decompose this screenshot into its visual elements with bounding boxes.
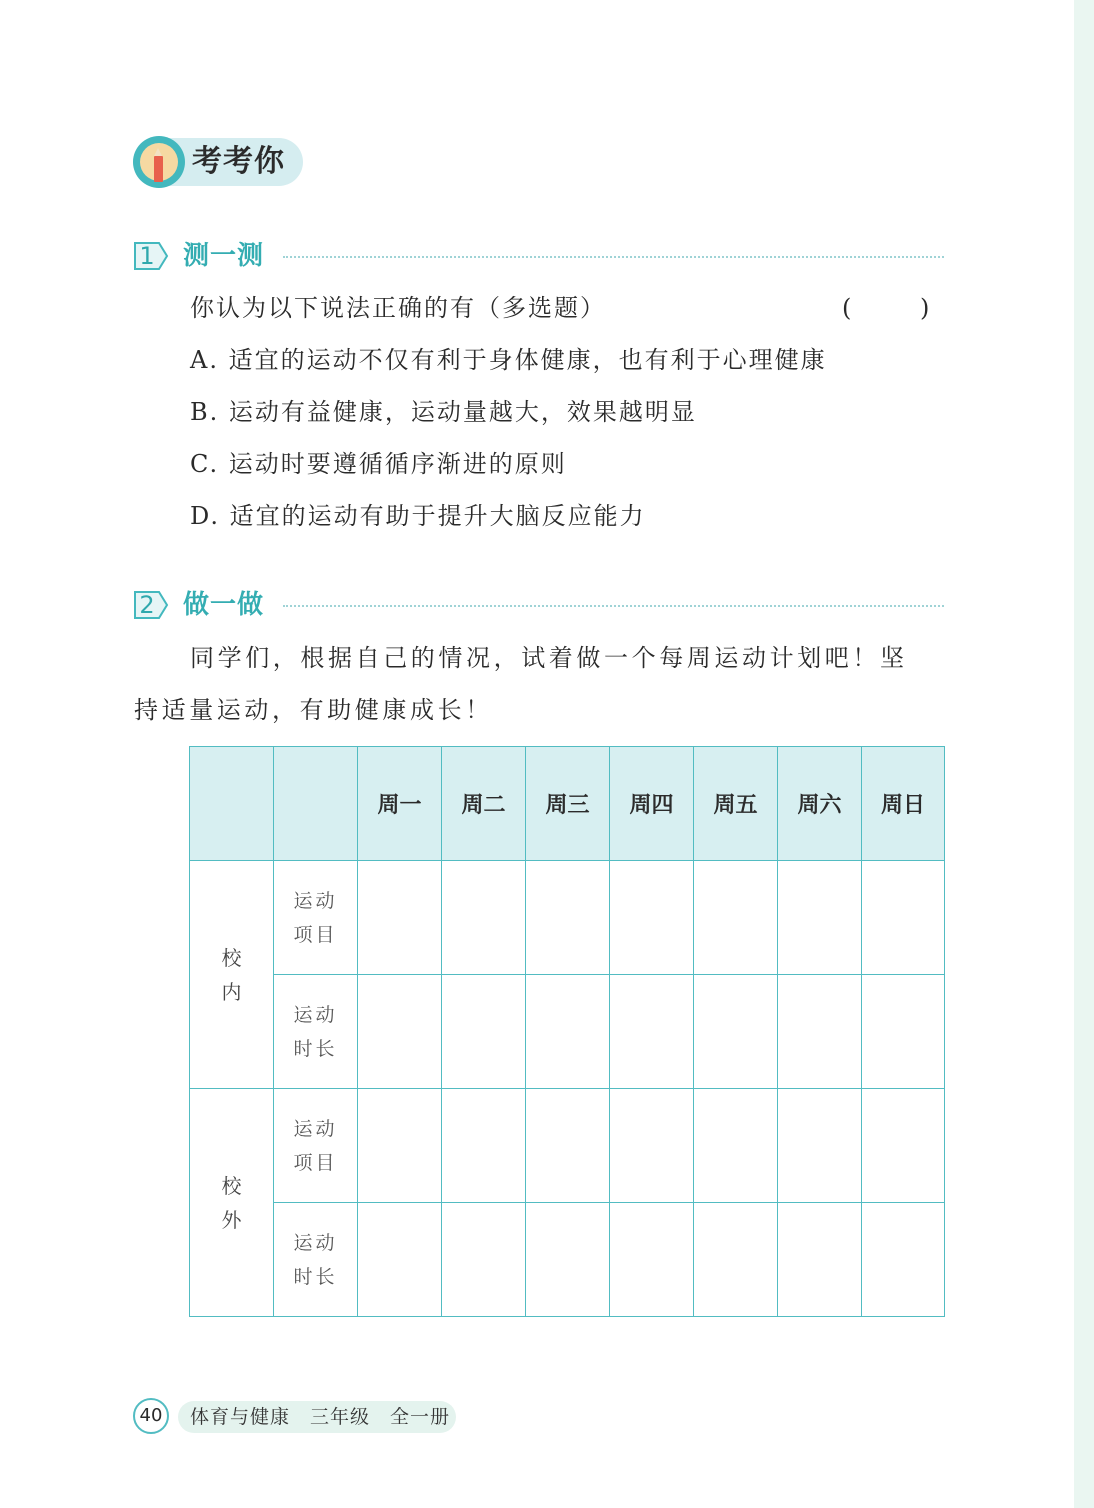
plan-cell[interactable] [778, 1203, 862, 1317]
plan-cell[interactable] [442, 1203, 526, 1317]
answer-paren-left: ( [842, 294, 852, 322]
book-title: 体育与健康 三年级 全一册 [190, 1406, 451, 1428]
section-2-number-badge [133, 590, 169, 620]
header-blank-cell [190, 747, 274, 861]
section-2-number: 2 [139, 591, 155, 619]
table-row [190, 861, 945, 975]
plan-cell[interactable] [778, 1089, 862, 1203]
intro-line-2: 持适量运动，有助健康成长！ [134, 696, 493, 724]
plan-cell[interactable] [610, 975, 694, 1089]
plan-cell[interactable] [526, 975, 610, 1089]
day-header-mon: 周一 [358, 747, 442, 861]
day-header-wed: 周三 [526, 747, 610, 861]
plan-cell[interactable] [442, 975, 526, 1089]
day-header-sun: 周日 [862, 747, 945, 861]
group-label-in-school: 校 内 [190, 861, 274, 1089]
plan-cell[interactable] [610, 861, 694, 975]
option-d: D. 适宜的运动有助于提升大脑反应能力 [190, 502, 646, 530]
pencil-badge-icon [133, 136, 185, 188]
plan-cell[interactable] [442, 861, 526, 975]
section-2-divider [283, 605, 944, 607]
plan-cell[interactable] [358, 1089, 442, 1203]
day-header-fri: 周五 [694, 747, 778, 861]
section-1-title: 测一测 [183, 241, 265, 271]
answer-paren-right: ) [920, 294, 930, 322]
quiz-question: 你认为以下说法正确的有（多选题） [190, 294, 606, 322]
group-label-out-school: 校 外 [190, 1089, 274, 1317]
section-1-number-badge [133, 241, 169, 271]
row-label-sport-duration: 运动 时长 [274, 1203, 358, 1317]
section-1-number: 1 [139, 242, 155, 270]
plan-cell[interactable] [694, 1203, 778, 1317]
page-number: 40 [133, 1398, 169, 1434]
option-b: B. 运动有益健康，运动量越大，效果越明显 [190, 398, 697, 426]
plan-cell[interactable] [862, 1089, 945, 1203]
plan-cell[interactable] [526, 1203, 610, 1317]
plan-cell[interactable] [442, 1089, 526, 1203]
plan-cell[interactable] [694, 861, 778, 975]
table-row [190, 975, 945, 1089]
plan-cell[interactable] [862, 1203, 945, 1317]
plan-cell[interactable] [526, 1089, 610, 1203]
page-title: 考考你 [192, 144, 285, 179]
table-row [190, 1089, 945, 1203]
plan-cell[interactable] [358, 1203, 442, 1317]
option-a: A. 适宜的运动不仅有利于身体健康，也有利于心理健康 [190, 346, 827, 374]
plan-cell[interactable] [778, 861, 862, 975]
intro-line-1: 同学们，根据自己的情况，试着做一个每周运动计划吧！坚 [190, 644, 908, 672]
plan-cell[interactable] [778, 975, 862, 1089]
header-blank-cell [274, 747, 358, 861]
row-label-sport-item: 运动 项目 [274, 861, 358, 975]
plan-cell[interactable] [358, 975, 442, 1089]
plan-cell[interactable] [526, 861, 610, 975]
plan-cell[interactable] [694, 1089, 778, 1203]
option-c: C. 运动时要遵循循序渐进的原则 [190, 450, 567, 478]
page-edge-strip [1074, 0, 1094, 1508]
section-2-title: 做一做 [183, 590, 265, 620]
plan-cell[interactable] [862, 975, 945, 1089]
plan-cell[interactable] [862, 861, 945, 975]
row-label-sport-duration: 运动 时长 [274, 975, 358, 1089]
plan-cell[interactable] [610, 1089, 694, 1203]
row-label-sport-item: 运动 项目 [274, 1089, 358, 1203]
weekly-plan-table [189, 746, 945, 1317]
day-header-sat: 周六 [778, 747, 862, 861]
plan-cell[interactable] [610, 1203, 694, 1317]
day-header-thu: 周四 [610, 747, 694, 861]
plan-cell[interactable] [358, 861, 442, 975]
day-header-tue: 周二 [442, 747, 526, 861]
table-row [190, 1203, 945, 1317]
section-1-divider [283, 256, 944, 258]
table-header-row [190, 747, 945, 861]
plan-cell[interactable] [694, 975, 778, 1089]
